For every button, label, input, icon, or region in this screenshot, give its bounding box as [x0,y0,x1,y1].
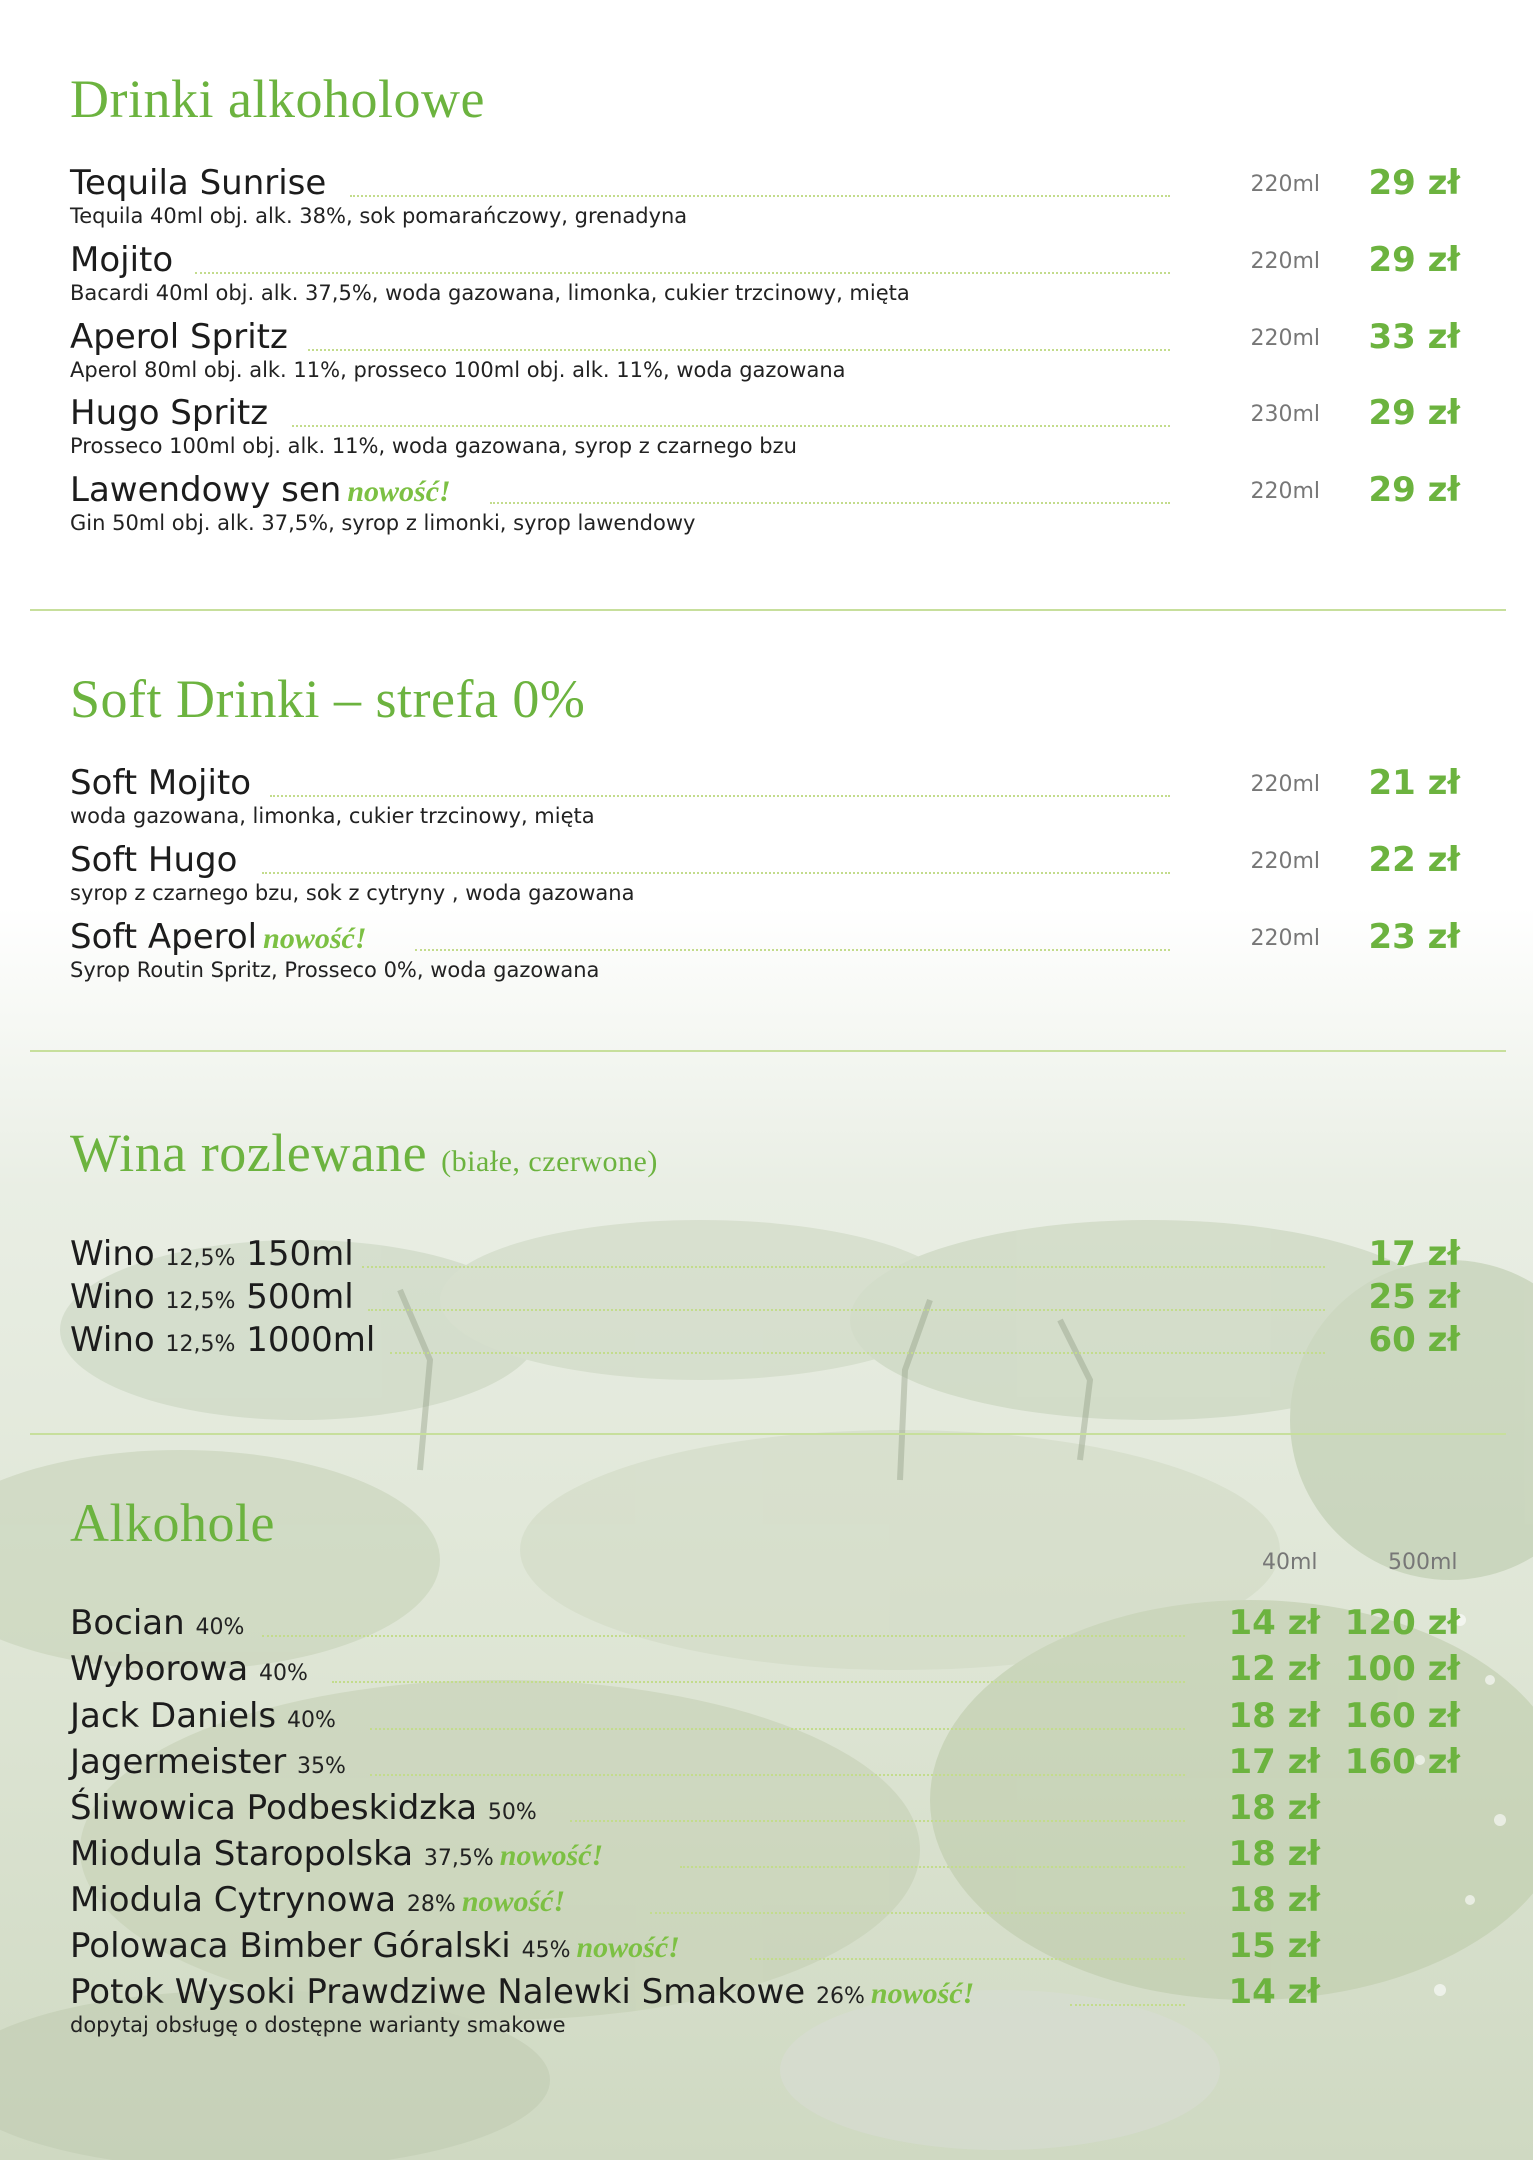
item-price: 33 zł [1368,317,1460,357]
dotted-leader [262,1635,1185,1637]
new-badge: nowość! [347,475,451,508]
new-badge: nowość! [461,1885,566,1918]
item-description: Prosseco 100ml obj. alk. 11%, woda gazowana, syrop z czarnego bzu [70,434,797,458]
item-volume: 1000ml [246,1320,376,1360]
section-divider [30,1433,1506,1435]
dotted-leader [262,872,1170,874]
price-40ml: 18 zł [1228,1880,1320,1920]
dotted-leader [570,1820,1185,1822]
menu-item [70,393,1460,458]
item-volume: 220ml [1250,326,1320,351]
new-badge: nowość! [263,922,367,955]
dotted-leader [368,1309,1325,1311]
menu-item [70,1834,1460,1874]
price-40ml: 14 zł [1228,1603,1320,1643]
item-name: Bocian 40% [70,1603,245,1643]
item-name: Aperol Spritz [70,317,288,357]
item-volume: 220ml [1250,849,1320,874]
item-abv: 45% [521,1938,571,1963]
dotted-leader [750,1958,1185,1960]
item-abv: 12,5% [165,1289,236,1314]
price-40ml: 18 zł [1228,1788,1320,1828]
dotted-leader [415,949,1170,951]
item-name: Wino 12,5% 1000ml [70,1320,376,1360]
column-header-500ml: 500ml [1388,1550,1458,1575]
price-40ml: 15 zł [1228,1926,1320,1966]
menu-item [70,240,1460,305]
price-40ml: 17 zł [1228,1742,1320,1782]
item-name: Miodula Cytrynowa 28% nowość! [70,1880,566,1920]
column-header-40ml: 40ml [1262,1550,1318,1575]
menu-item [70,1234,1460,1274]
new-badge: nowość! [870,1977,975,2010]
menu-item [70,1926,1460,1966]
item-volume: 220ml [1250,772,1320,797]
item-abv: 50% [487,1800,537,1825]
item-abv: 40% [195,1615,245,1640]
price-500ml: 100 zł [1344,1649,1460,1689]
menu-item [70,1649,1460,1689]
price-40ml: 18 zł [1228,1696,1320,1736]
price-40ml: 14 zł [1228,1972,1320,2012]
dotted-leader [390,1352,1325,1354]
item-name: Miodula Staropolska 37,5% nowość! [70,1834,604,1874]
item-price: 25 zł [1368,1277,1460,1317]
item-description: syrop z czarnego bzu, sok z cytryny , woda gazowana [70,881,635,905]
item-name: Soft Mojito [70,763,252,803]
menu-item [70,1320,1460,1360]
dotted-leader [490,502,1170,504]
item-name: Soft Hugo [70,840,238,880]
item-name: Polowaca Bimber Góralski 45% nowość! [70,1926,680,1966]
item-abv: 26% [816,1984,865,2009]
item-price: 29 zł [1368,163,1460,203]
item-price: 60 zł [1368,1320,1460,1360]
item-price: 23 zł [1368,917,1460,957]
item-abv: 12,5% [165,1332,236,1357]
item-volume: 150ml [246,1234,354,1274]
section-divider [30,1050,1506,1052]
dotted-leader [270,795,1170,797]
item-volume: 220ml [1250,249,1320,274]
item-abv: 12,5% [165,1246,236,1271]
item-name: Wino 12,5% 500ml [70,1277,354,1317]
item-price: 29 zł [1368,393,1460,433]
item-name: Hugo Spritz [70,393,269,433]
item-description: Aperol 80ml obj. alk. 11%, prosseco 100ml obj. alk. 11%, woda gazowana [70,358,846,382]
section-title-alcoholic-drinks: Drinki alkoholowe [70,69,485,129]
item-abv: 40% [259,1661,308,1686]
item-volume: 220ml [1250,926,1320,951]
item-description: Syrop Routin Spritz, Prosseco 0%, woda gazowana [70,958,600,982]
section-title-wines: Wina rozlewane (białe, czerwone) [70,1123,658,1183]
item-volume: 220ml [1250,479,1320,504]
menu-item [70,163,1460,228]
item-abv: 28% [406,1892,456,1917]
price-500ml: 120 zł [1344,1603,1460,1643]
dotted-leader [362,1266,1325,1268]
item-name: Jack Daniels 40% [70,1696,336,1736]
price-40ml: 18 zł [1228,1834,1320,1874]
item-abv: 35% [296,1754,346,1779]
item-volume: 230ml [1250,402,1320,427]
section-title-soft-drinks: Soft Drinki – strefa 0% [70,669,586,729]
price-500ml: 160 zł [1344,1742,1460,1782]
menu-item [70,1972,1460,2037]
dotted-leader [308,349,1170,351]
section-divider [30,609,1506,611]
item-price: 17 zł [1368,1234,1460,1274]
new-badge: nowość! [576,1931,680,1964]
menu-item [70,917,1460,982]
item-description: Bacardi 40ml obj. alk. 37,5%, woda gazowana, limonka, cukier trzcinowy, mięta [70,281,910,305]
item-name: Soft Aperol nowość! [70,917,367,957]
menu-item [70,1742,1460,1782]
item-description: Tequila 40ml obj. alk. 38%, sok pomarańczowy, grenadyna [70,204,688,228]
dotted-leader [680,1866,1185,1868]
dotted-leader [370,1728,1185,1730]
item-volume: 500ml [246,1277,354,1317]
dotted-leader [332,1681,1185,1683]
dotted-leader [292,425,1170,427]
item-name: Jagermeister 35% [70,1742,346,1782]
menu-item [70,840,1460,905]
menu-item [70,470,1460,535]
section-title-spirits: Alkohole [70,1493,275,1553]
item-name: Wyborowa 40% [70,1649,308,1689]
item-name: Tequila Sunrise [70,163,327,203]
item-name: Potok Wysoki Prawdziwe Nalewki Smakowe 26% nowość! [70,1972,975,2012]
item-description: Gin 50ml obj. alk. 37,5%, syrop z limonki, syrop lawendowy [70,511,696,535]
item-description: woda gazowana, limonka, cukier trzcinowy, mięta [70,804,595,828]
dotted-leader [370,1774,1185,1776]
item-abv: 37,5% [423,1846,494,1871]
menu-item [70,763,1460,828]
price-500ml: 160 zł [1344,1696,1460,1736]
item-price: 29 zł [1368,240,1460,280]
item-abv: 40% [286,1708,336,1733]
item-price: 21 zł [1368,763,1460,803]
item-price: 22 zł [1368,840,1460,880]
dotted-leader [1070,2004,1185,2006]
item-price: 29 zł [1368,470,1460,510]
menu-item [70,1277,1460,1317]
section-subtitle: (białe, czerwone) [441,1145,658,1178]
item-name: Wino 12,5% 150ml [70,1234,354,1274]
dotted-leader [650,1912,1185,1914]
item-description: dopytaj obsługę o dostępne warianty smakowe [70,2013,566,2037]
item-volume: 220ml [1250,172,1320,197]
menu-item [70,317,1460,382]
menu-item [70,1603,1460,1643]
item-name: Śliwowica Podbeskidzka 50% [70,1788,537,1828]
item-name: Lawendowy sen nowość! [70,470,451,510]
menu-item [70,1880,1460,1920]
dotted-leader [195,272,1170,274]
new-badge: nowość! [499,1839,604,1872]
price-40ml: 12 zł [1228,1649,1320,1689]
menu-item [70,1696,1460,1736]
item-name: Mojito [70,240,174,280]
menu-item [70,1788,1460,1828]
dotted-leader [350,195,1170,197]
